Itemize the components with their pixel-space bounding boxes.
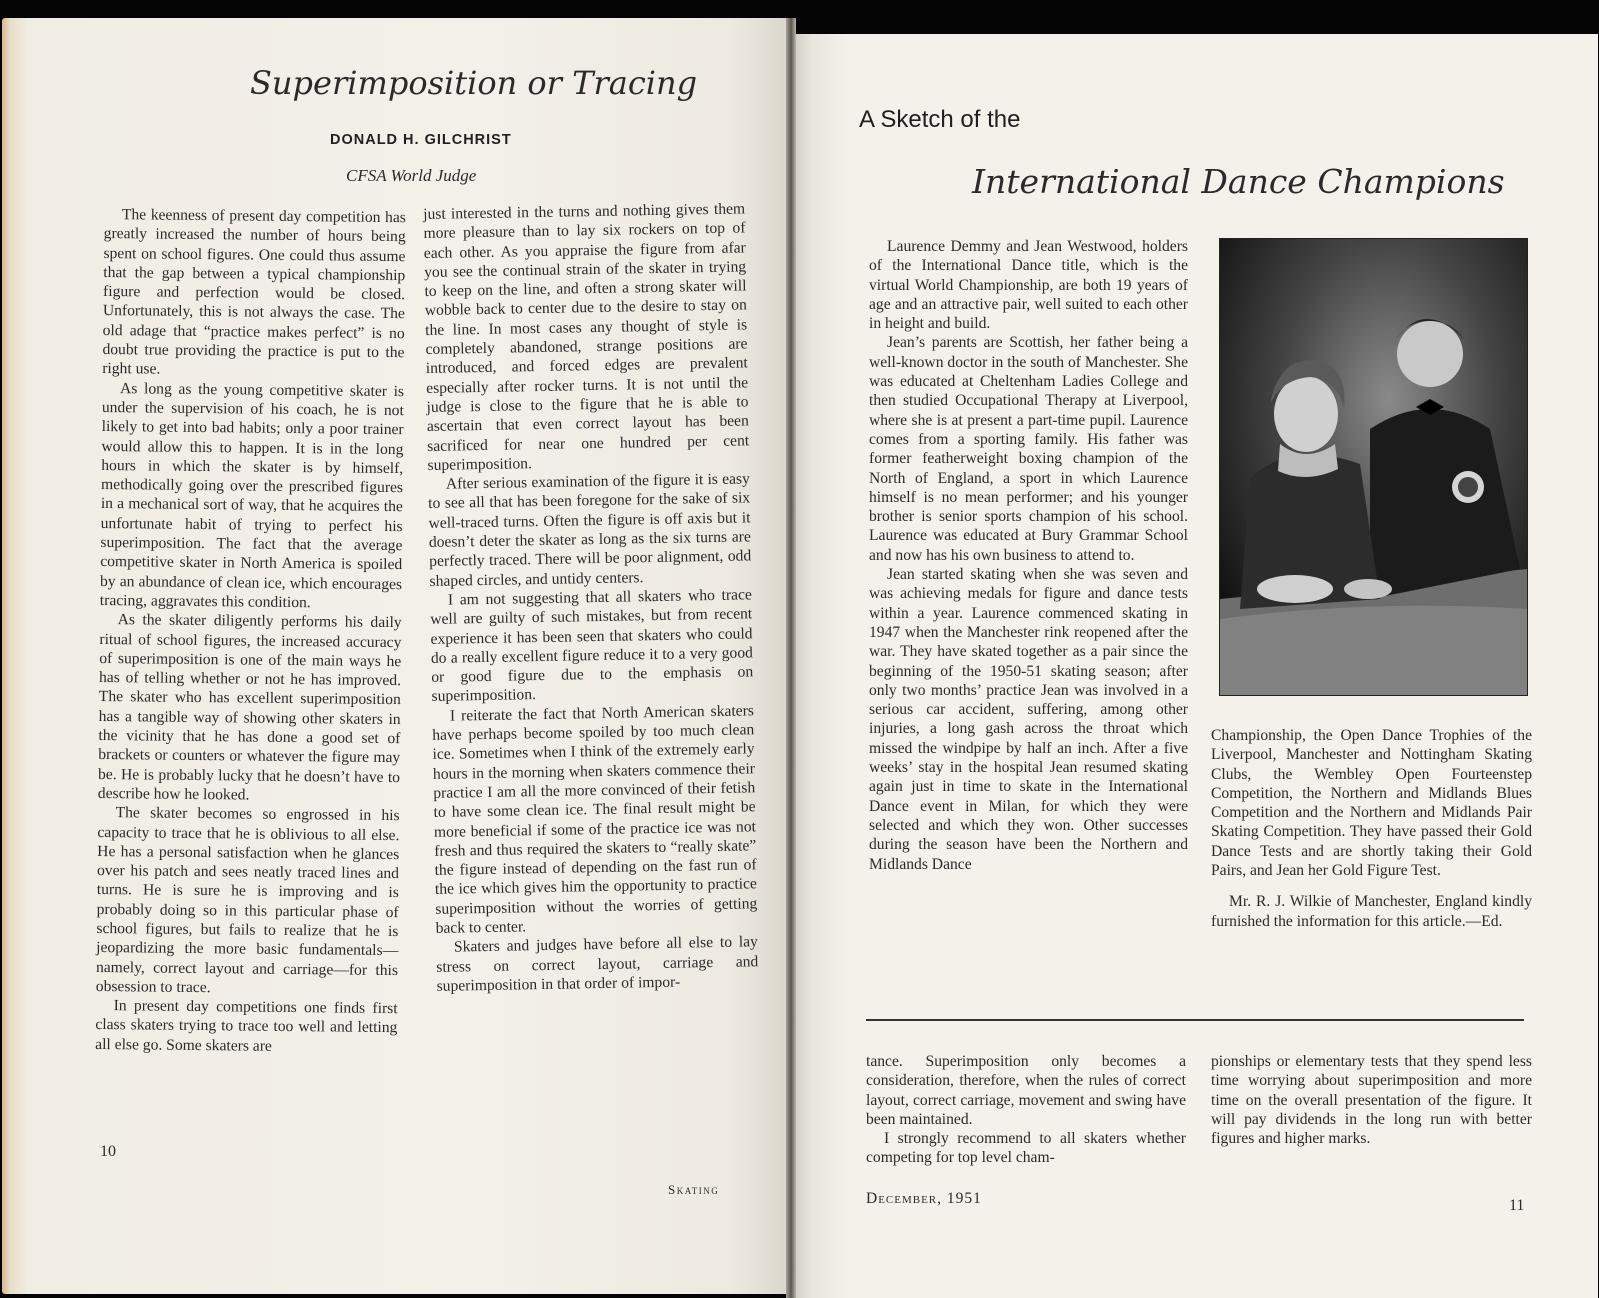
- photo-illustration: [1220, 239, 1527, 695]
- paragraph: The skater becomes so engrossed in his capacity to trace that he is oblivious to all else. He has a personal satisfaction when he glances over his patch and sees neatly traced lines and turns. He is sure he is improving and is probably doing so in this particular phase of school figures, but fails to realize that he is jeopardizing the more basic fundamentals—namely, correct layout and carriage—for this obsession to trace.: [95, 804, 400, 997]
- paragraph: just interested in the turns and nothing gives them more pleasure than to lay six rockers on top of each other. As you appraise the figure from afar you see the continual strain of the skater in trying to keep on the line, and often a strong skater will wobble back to center due to the desire to stay on the line. In most cases any thought of style is completely abandoned, strange positions are introduced, and forced edges are prevalent especially after rocker turns. It is not until the judge is close to the figure that he is able to ascertain that even correct layout has been sacrificed for near one hundred per cent superimposition.: [423, 200, 750, 474]
- paragraph: After serious examination of the figure it is easy to see all that has been foregone for the sake of six well-traced turns. Often the figure is off axis but it doesn’t deter the skater as long as the six turns are perfectly traced. There will be poor alignment, odd shaped circles, and untidy centers.: [428, 470, 752, 590]
- right-column-1: [869, 237, 1188, 874]
- paragraph: Laurence Demmy and Jean Westwood, holders of the International Dance title, which is the virtual World Championship, are both 19 years of age and an attractive pair, well suited to each other in height and build.: [869, 238, 1188, 333]
- issue-date: December, 1951: [866, 1190, 982, 1207]
- paragraph: As the skater diligently performs his daily ritual of school figures, the increased accuracy of superimposition is one of the main ways he has of telling whether or not he has improved. The skater who has excellent superimposition has a tangible way of showing other skaters in the vicinity that he has done a good set of brackets or counters or whatever the figure may be. He is probably lucky that he doesn’t have to describe how he looked.: [97, 611, 402, 804]
- paragraph: In present day competitions one finds first class skaters trying to trace too well and letting all else go. Some skaters are: [95, 997, 398, 1055]
- running-head: Skating: [668, 1182, 720, 1197]
- paragraph: Jean’s parents are Scottish, her father being a well-known doctor in the south of Manchester. She was educated at Cheltenham Ladies College and then studied Occupational Therapy at Liverpool, where she is at present a part-time pupil. Laurence comes from a sporting family. His father was former featherweight boxing champion of the North of England, a sport in which Laurence himself is no mean performer; and his younger brother is senior sports champion of his school. Laurence was educated at Bury Grammar School and now has his own business to attend to.: [869, 334, 1188, 564]
- paragraph: I am not suggesting that all skaters who trace well are guilty of such mistakes, but from recent experience it has been seen that skaters who could do a really excellent figure reduce it to a very good or good figure due to the emphasis on superimposition.: [430, 586, 754, 706]
- page-number-right: 11: [1509, 1197, 1525, 1214]
- article-title-dance-champions: International Dance Champions: [972, 162, 1505, 201]
- paragraph: Championship, the Open Dance Trophies of the Liverpool, Manchester and Nottingham Skating Clubs, the Wembley Open Fourteenstep Competition, the Northern and Midlands Blues Competition and the Northern and Midlands Pair Skating Competition. They have passed their Gold Dance Tests and are shortly taking their Gold Pairs, and Jean her Gold Figure Test.: [1211, 727, 1532, 880]
- continuation-column-1: [866, 1052, 1186, 1168]
- right-column-2: [1211, 726, 1532, 931]
- paragraph: tance. Superimposition only becomes a consideration, therefore, when the rules of correct layout, correct carriage, movement and swing have been maintained.: [866, 1053, 1186, 1128]
- left-column-1: [95, 205, 406, 1057]
- left-column-2: [423, 199, 759, 996]
- book-gutter: [786, 18, 796, 1298]
- paragraph: I reiterate the fact that North American skaters have perhaps become spoiled by too much clean ice. Sometimes when I think of the extremely early hours in the morning when skaters commence their practice I am all the more convinced of their fetish to have some clean ice. The final result might be more beneficial if some of the practice ice was not fresh and thus required the skaters to “really skate” the figure instead of depending on the fast run of the ice which gives him the opportunity to practice superimposition without the worries of getting back to center.: [432, 702, 758, 937]
- paragraph: As long as the young competitive skater is under the supervision of his coach, he is not likely to get into bad habits; only a poor trainer would allow this to happen. It is in the long hours in which the skater is by himself, methodically going over the prescribed figures in a mechanical sort of way, that he acquires the unfortunate habit of trying to perfect his superimposition. The fact that the average competitive skater in North America is spoiled by an abundance of clean ice, which encourages tracing, aggravates this condition.: [99, 379, 405, 612]
- editor-note: Mr. R. J. Wilkie of Manchester, England kindly furnished the information for this article.—Ed.: [1211, 893, 1532, 930]
- article-title-superimposition: Superimposition or Tracing: [250, 64, 698, 102]
- section-divider: [866, 1019, 1524, 1021]
- paragraph: Skaters and judges have before all else to lay stress on correct layout, carriage and superimposition in that order of impor-: [436, 933, 759, 995]
- paragraph: pionships or elementary tests that they spend less time worrying about superimposition and more time on the overall presentation of the figure. It will pay dividends in the long run with better figures and higher marks.: [1211, 1053, 1532, 1148]
- page-number-left: 10: [100, 1143, 116, 1160]
- paragraph: Jean started skating when she was seven and was achieving medals for figure and dance tests within a year. Laurence commenced skating in 1947 when the Manchester rink reopened after the war. They have skated together as a pair since the beginning of the 1950-51 skating season; after only two months’ practice Jean was involved in a serious car accident, suffering, among other injuries, a long gash across the throat which missed the windpipe by half an inch. After a five weeks’ stay in the hospital Jean resumed skating again just in time to skate in the International Dance event in Milan, for which they were selected and which they won. Other successes during the season have been the Northern and Midlands Dance: [869, 566, 1188, 873]
- continuation-column-2: [1211, 1052, 1532, 1148]
- paragraph: The keenness of present day competition has greatly increased the number of hours being spent on school figures. One could thus assume that the gap between a typical championship figure and perfection would be closed. Unfortunately, this is not always the case. The old adage that “practice makes perfect” is no doubt true providing the practice is put to the right use.: [102, 206, 406, 378]
- paragraph: I strongly recommend to all skaters whether competing for top level cham-: [866, 1130, 1186, 1167]
- article-kicker: A Sketch of the: [859, 106, 1021, 133]
- author-role: CFSA World Judge: [346, 166, 477, 185]
- champions-photo: [1219, 238, 1528, 696]
- author-name: DONALD H. GILCHRIST: [330, 132, 512, 148]
